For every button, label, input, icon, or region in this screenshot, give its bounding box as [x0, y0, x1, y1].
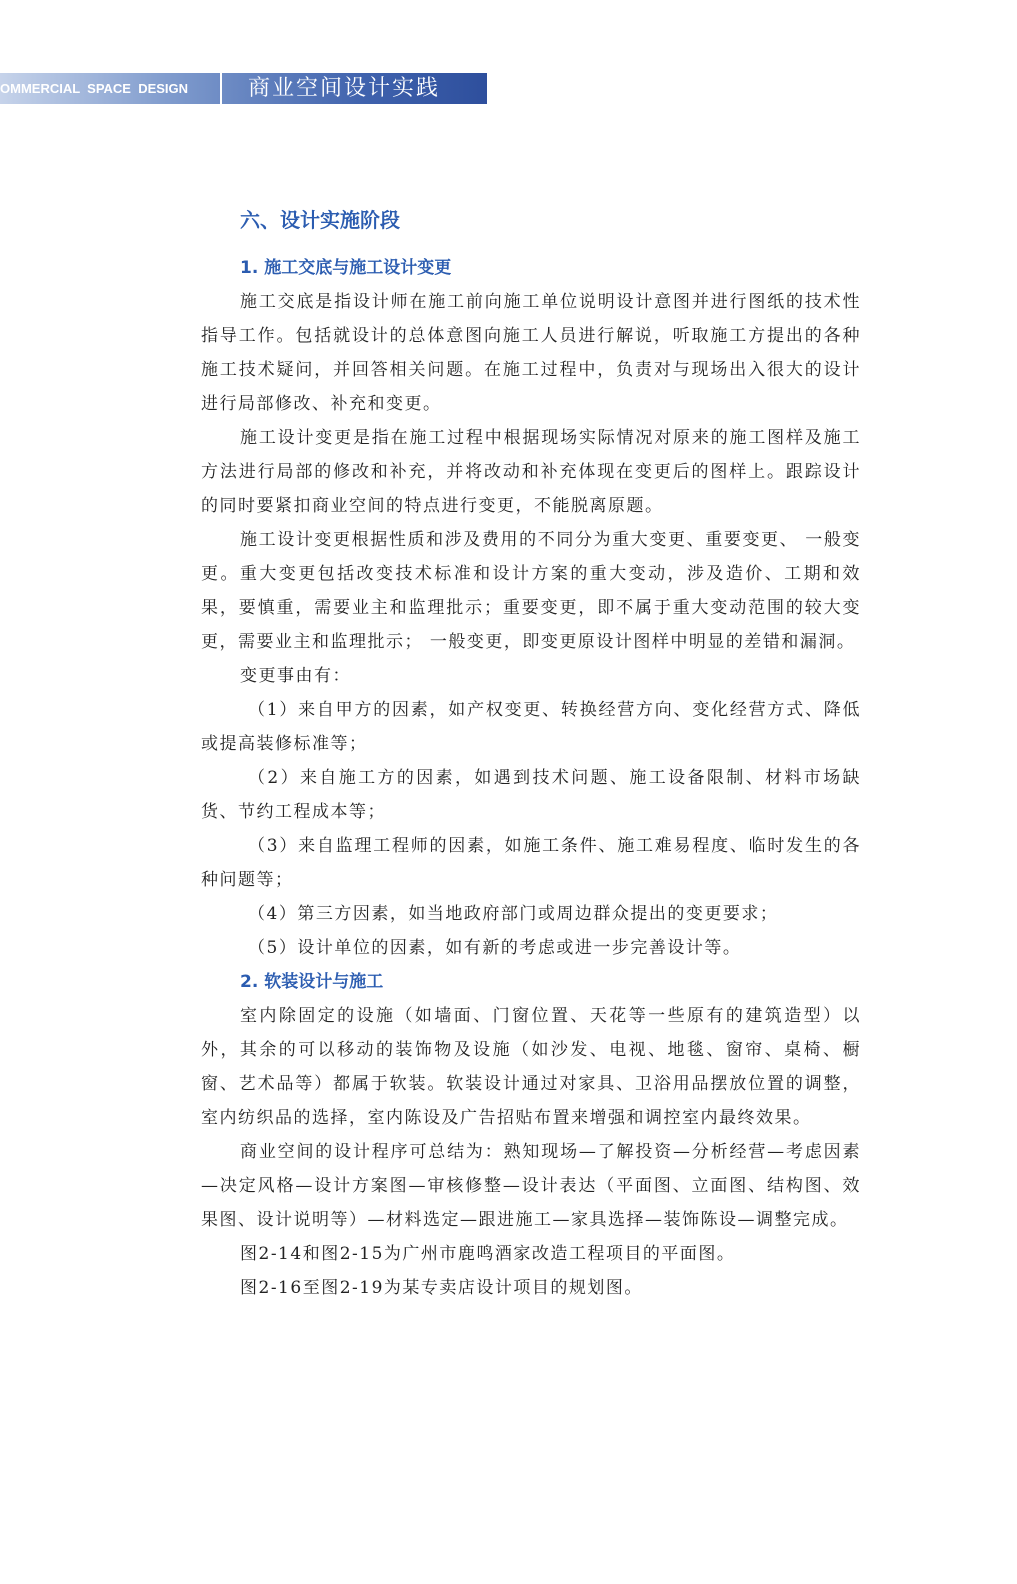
header-divider [220, 73, 222, 104]
header-banner [0, 73, 487, 104]
subsection-2-title: 2. 软装设计与施工 [240, 972, 384, 992]
list-item: （3）来自监理工程师的因素，如施工条件、施工难易程度、临时发生的各种问题等； [201, 836, 861, 890]
list-item: （1）来自甲方的因素，如产权变更、转换经营方向、变化经营方式、降低或提高装修标准等； [201, 700, 861, 754]
page-body [201, 205, 861, 1305]
paragraph: 图2-16至图2-19为某专卖店设计项目的规划图。 [240, 1278, 643, 1298]
paragraph: 室内除固定的设施（如墙面、门窗位置、天花等一些原有的建筑造型）以外，其余的可以移动的装饰物及设施（如沙发、电视、地毯、窗帘、桌椅、橱窗、艺术品等）都属于软装。软装设计通过对家具、卫浴用品摆放位置的调整，室内纺织品的选择，室内陈设及广告招贴布置来增强和调控室内最终效果。 [201, 1006, 861, 1128]
paragraph: 施工交底是指设计师在施工前向施工单位说明设计意图并进行图纸的技术性指导工作。包括就设计的总体意图向施工人员进行解说，听取施工方提出的各种施工技术疑问，并回答相关问题。在施工过程中，负责对与现场出入很大的设计进行局部修改、补充和变更。 [201, 292, 861, 414]
list-item: （5）设计单位的因素，如有新的考虑或进一步完善设计等。 [248, 938, 742, 958]
paragraph: 商业空间的设计程序可总结为：熟知现场—了解投资—分析经营—考虑因素—决定风格—设计方案图—审核修整—设计表达（平面图、立面图、结构图、效果图、设计说明等）—材料选定—跟进施工—家具选择—装饰陈设—调整完成。 [201, 1142, 861, 1230]
list-item: （4）第三方因素，如当地政府部门或周边群众提出的变更要求； [248, 904, 779, 924]
paragraph: 施工设计变更是指在施工过程中根据现场实际情况对原来的施工图样及施工方法进行局部的修改和补充，并将改动和补充体现在变更后的图样上。跟踪设计的同时要紧扣商业空间的特点进行变更，不能脱离原题。 [201, 428, 861, 516]
list-item: （2）来自施工方的因素，如遇到技术问题、施工设备限制、材料市场缺货、节约工程成本等； [201, 768, 861, 822]
paragraph: 图2-14和图2-15为广州市鹿鸣酒家改造工程项目的平面图。 [240, 1244, 736, 1264]
paragraph: 施工设计变更根据性质和涉及费用的不同分为重大变更、重要变更、 一般变更。重大变更包括改变技术标准和设计方案的重大变动，涉及造价、工期和效果，要慎重，需要业主和监理批示；重要变更，即不属于重大变动范围的较大变更，需要业主和监理批示； 一般变更，即变更原设计图样中明显的差错和漏洞。 [201, 530, 861, 652]
header-english-title: OMMERCIAL SPACE DESIGN [0, 81, 189, 96]
paragraph: 变更事由有： [240, 666, 351, 686]
header-chinese-title: 商业空间设计实践 [248, 76, 441, 101]
subsection-1-title: 1. 施工交底与施工设计变更 [240, 258, 452, 278]
section-title: 六、设计实施阶段 [240, 208, 400, 232]
